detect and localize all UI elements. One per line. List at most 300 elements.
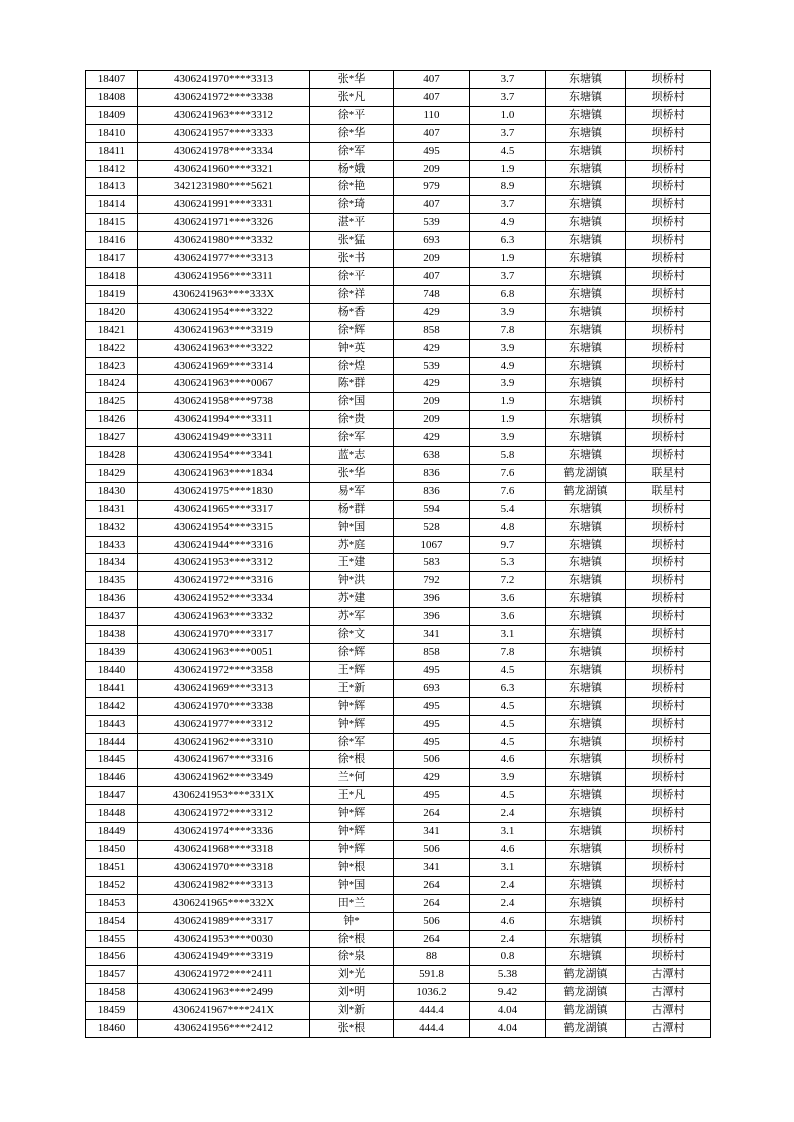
cell-rate: 5.4 <box>470 500 546 518</box>
cell-rate: 1.9 <box>470 393 546 411</box>
cell-amount: 539 <box>394 357 470 375</box>
cell-id_number: 4306241967****241X <box>138 1002 310 1020</box>
table-row <box>86 429 711 447</box>
cell-name: 苏*庭 <box>310 536 394 554</box>
cell-name: 钟*根 <box>310 858 394 876</box>
cell-id_number: 4306241963****0067 <box>138 375 310 393</box>
cell-seq: 18409 <box>86 106 138 124</box>
cell-rate: 4.5 <box>470 697 546 715</box>
cell-id_number: 4306241970****3318 <box>138 858 310 876</box>
cell-id_number: 4306241967****3316 <box>138 751 310 769</box>
cell-seq: 18431 <box>86 500 138 518</box>
cell-name: 钟*洪 <box>310 572 394 590</box>
cell-town: 东塘镇 <box>546 411 626 429</box>
cell-village: 联星村 <box>626 464 711 482</box>
cell-id_number: 4306241975****1830 <box>138 482 310 500</box>
cell-seq: 18429 <box>86 464 138 482</box>
table-row <box>86 1002 711 1020</box>
cell-amount: 792 <box>394 572 470 590</box>
cell-town: 东塘镇 <box>546 178 626 196</box>
cell-seq: 18423 <box>86 357 138 375</box>
cell-rate: 1.9 <box>470 160 546 178</box>
table-row <box>86 930 711 948</box>
cell-seq: 18451 <box>86 858 138 876</box>
cell-amount: 495 <box>394 697 470 715</box>
cell-town: 东塘镇 <box>546 518 626 536</box>
table-row <box>86 912 711 930</box>
cell-id_number: 4306241963****3312 <box>138 106 310 124</box>
cell-amount: 1067 <box>394 536 470 554</box>
table-row <box>86 71 711 89</box>
cell-name: 张*根 <box>310 1020 394 1038</box>
cell-seq: 18435 <box>86 572 138 590</box>
cell-id_number: 4306241972****3358 <box>138 661 310 679</box>
cell-seq: 18452 <box>86 876 138 894</box>
table-row <box>86 160 711 178</box>
cell-id_number: 4306241954****3322 <box>138 303 310 321</box>
cell-name: 张*猛 <box>310 232 394 250</box>
cell-amount: 407 <box>394 88 470 106</box>
table-row <box>86 715 711 733</box>
cell-town: 东塘镇 <box>546 232 626 250</box>
cell-seq: 18441 <box>86 679 138 697</box>
cell-seq: 18457 <box>86 966 138 984</box>
cell-village: 坝桥村 <box>626 160 711 178</box>
cell-name: 徐*艳 <box>310 178 394 196</box>
table-row <box>86 572 711 590</box>
cell-town: 东塘镇 <box>546 71 626 89</box>
cell-village: 坝桥村 <box>626 214 711 232</box>
cell-village: 坝桥村 <box>626 267 711 285</box>
cell-seq: 18413 <box>86 178 138 196</box>
table-body <box>86 71 711 1038</box>
cell-rate: 3.1 <box>470 626 546 644</box>
cell-rate: 4.04 <box>470 1002 546 1020</box>
cell-name: 徐*军 <box>310 429 394 447</box>
cell-rate: 3.7 <box>470 88 546 106</box>
cell-id_number: 4306241949****3311 <box>138 429 310 447</box>
beneficiary-table <box>85 70 711 1038</box>
cell-town: 东塘镇 <box>546 751 626 769</box>
cell-seq: 18439 <box>86 644 138 662</box>
cell-seq: 18424 <box>86 375 138 393</box>
cell-town: 东塘镇 <box>546 88 626 106</box>
cell-town: 东塘镇 <box>546 840 626 858</box>
cell-id_number: 4306241949****3319 <box>138 948 310 966</box>
cell-id_number: 4306241971****3326 <box>138 214 310 232</box>
cell-name: 徐*祥 <box>310 285 394 303</box>
cell-town: 东塘镇 <box>546 214 626 232</box>
cell-rate: 8.9 <box>470 178 546 196</box>
cell-id_number: 4306241977****3312 <box>138 715 310 733</box>
cell-amount: 429 <box>394 339 470 357</box>
cell-town: 东塘镇 <box>546 106 626 124</box>
cell-id_number: 4306241972****3338 <box>138 88 310 106</box>
cell-town: 鹤龙湖镇 <box>546 1002 626 1020</box>
cell-amount: 429 <box>394 429 470 447</box>
table-row <box>86 984 711 1002</box>
cell-seq: 18417 <box>86 250 138 268</box>
cell-village: 坝桥村 <box>626 500 711 518</box>
cell-name: 张*华 <box>310 71 394 89</box>
cell-rate: 4.04 <box>470 1020 546 1038</box>
cell-name: 张*凡 <box>310 88 394 106</box>
table-row <box>86 1020 711 1038</box>
cell-amount: 396 <box>394 590 470 608</box>
cell-village: 坝桥村 <box>626 250 711 268</box>
cell-town: 东塘镇 <box>546 339 626 357</box>
cell-village: 坝桥村 <box>626 178 711 196</box>
cell-amount: 209 <box>394 393 470 411</box>
cell-village: 坝桥村 <box>626 930 711 948</box>
cell-village: 坝桥村 <box>626 840 711 858</box>
cell-amount: 594 <box>394 500 470 518</box>
table-row <box>86 411 711 429</box>
cell-seq: 18434 <box>86 554 138 572</box>
cell-amount: 264 <box>394 930 470 948</box>
cell-rate: 1.9 <box>470 411 546 429</box>
cell-town: 东塘镇 <box>546 715 626 733</box>
cell-name: 钟*国 <box>310 518 394 536</box>
cell-rate: 4.5 <box>470 733 546 751</box>
cell-name: 徐*辉 <box>310 644 394 662</box>
cell-name: 徐*军 <box>310 142 394 160</box>
table-row <box>86 679 711 697</box>
cell-id_number: 4306241977****3313 <box>138 250 310 268</box>
cell-seq: 18443 <box>86 715 138 733</box>
cell-id_number: 4306241957****3333 <box>138 124 310 142</box>
cell-village: 古潭村 <box>626 966 711 984</box>
cell-name: 徐*琦 <box>310 196 394 214</box>
cell-village: 坝桥村 <box>626 106 711 124</box>
cell-name: 徐*贵 <box>310 411 394 429</box>
cell-name: 徐*华 <box>310 124 394 142</box>
table-row <box>86 464 711 482</box>
cell-seq: 18447 <box>86 787 138 805</box>
cell-seq: 18427 <box>86 429 138 447</box>
cell-rate: 5.38 <box>470 966 546 984</box>
cell-name: 徐*泉 <box>310 948 394 966</box>
cell-amount: 495 <box>394 715 470 733</box>
cell-town: 东塘镇 <box>546 644 626 662</box>
cell-rate: 6.3 <box>470 679 546 697</box>
cell-town: 东塘镇 <box>546 267 626 285</box>
cell-seq: 18422 <box>86 339 138 357</box>
cell-seq: 18458 <box>86 984 138 1002</box>
cell-id_number: 4306241991****3331 <box>138 196 310 214</box>
table-row <box>86 554 711 572</box>
table-row <box>86 894 711 912</box>
cell-seq: 18455 <box>86 930 138 948</box>
cell-seq: 18440 <box>86 661 138 679</box>
cell-rate: 3.7 <box>470 196 546 214</box>
cell-town: 东塘镇 <box>546 626 626 644</box>
cell-village: 坝桥村 <box>626 644 711 662</box>
table-row <box>86 232 711 250</box>
cell-id_number: 4306241989****3317 <box>138 912 310 930</box>
cell-name: 杨*娥 <box>310 160 394 178</box>
cell-id_number: 4306241952****3334 <box>138 590 310 608</box>
cell-rate: 3.6 <box>470 608 546 626</box>
cell-village: 坝桥村 <box>626 142 711 160</box>
cell-village: 坝桥村 <box>626 411 711 429</box>
cell-id_number: 4306241953****3312 <box>138 554 310 572</box>
cell-village: 坝桥村 <box>626 894 711 912</box>
table-row <box>86 267 711 285</box>
cell-seq: 18430 <box>86 482 138 500</box>
cell-town: 鹤龙湖镇 <box>546 966 626 984</box>
cell-id_number: 4306241968****3318 <box>138 840 310 858</box>
cell-name: 钟*辉 <box>310 840 394 858</box>
cell-town: 东塘镇 <box>546 393 626 411</box>
cell-rate: 0.8 <box>470 948 546 966</box>
cell-name: 王*凡 <box>310 787 394 805</box>
cell-amount: 396 <box>394 608 470 626</box>
cell-village: 坝桥村 <box>626 554 711 572</box>
table-row <box>86 375 711 393</box>
cell-id_number: 4306241994****3311 <box>138 411 310 429</box>
cell-id_number: 4306241963****1834 <box>138 464 310 482</box>
cell-name: 王*辉 <box>310 661 394 679</box>
cell-village: 坝桥村 <box>626 196 711 214</box>
table-row <box>86 142 711 160</box>
cell-name: 湛*平 <box>310 214 394 232</box>
table-row <box>86 500 711 518</box>
cell-town: 鹤龙湖镇 <box>546 1020 626 1038</box>
table-row <box>86 321 711 339</box>
table-row <box>86 536 711 554</box>
cell-village: 坝桥村 <box>626 88 711 106</box>
cell-village: 坝桥村 <box>626 572 711 590</box>
cell-seq: 18450 <box>86 840 138 858</box>
cell-town: 东塘镇 <box>546 124 626 142</box>
cell-village: 坝桥村 <box>626 71 711 89</box>
cell-id_number: 4306241954****3315 <box>138 518 310 536</box>
table-row <box>86 823 711 841</box>
cell-village: 坝桥村 <box>626 751 711 769</box>
cell-seq: 18453 <box>86 894 138 912</box>
cell-name: 刘*光 <box>310 966 394 984</box>
cell-name: 蓝*志 <box>310 447 394 465</box>
cell-id_number: 4306241956****3311 <box>138 267 310 285</box>
cell-rate: 9.42 <box>470 984 546 1002</box>
cell-name: 徐*根 <box>310 930 394 948</box>
table-row <box>86 303 711 321</box>
cell-rate: 2.4 <box>470 894 546 912</box>
cell-amount: 444.4 <box>394 1002 470 1020</box>
cell-name: 易*军 <box>310 482 394 500</box>
cell-id_number: 4306241970****3317 <box>138 626 310 644</box>
cell-amount: 407 <box>394 124 470 142</box>
cell-village: 坝桥村 <box>626 608 711 626</box>
cell-amount: 693 <box>394 232 470 250</box>
cell-village: 坝桥村 <box>626 769 711 787</box>
cell-rate: 4.5 <box>470 715 546 733</box>
cell-village: 坝桥村 <box>626 447 711 465</box>
cell-town: 东塘镇 <box>546 948 626 966</box>
cell-village: 坝桥村 <box>626 679 711 697</box>
cell-amount: 506 <box>394 912 470 930</box>
table-row <box>86 787 711 805</box>
cell-town: 东塘镇 <box>546 536 626 554</box>
cell-name: 钟*英 <box>310 339 394 357</box>
cell-rate: 3.9 <box>470 429 546 447</box>
table-row <box>86 644 711 662</box>
cell-id_number: 4306241982****3313 <box>138 876 310 894</box>
table-row <box>86 733 711 751</box>
cell-name: 王*建 <box>310 554 394 572</box>
cell-village: 坝桥村 <box>626 626 711 644</box>
cell-name: 钟* <box>310 912 394 930</box>
cell-name: 王*新 <box>310 679 394 697</box>
cell-seq: 18415 <box>86 214 138 232</box>
cell-name: 张*书 <box>310 250 394 268</box>
cell-seq: 18442 <box>86 697 138 715</box>
cell-amount: 264 <box>394 805 470 823</box>
cell-id_number: 4306241954****3341 <box>138 447 310 465</box>
cell-seq: 18459 <box>86 1002 138 1020</box>
cell-seq: 18437 <box>86 608 138 626</box>
cell-id_number: 4306241970****3313 <box>138 71 310 89</box>
cell-town: 东塘镇 <box>546 429 626 447</box>
cell-name: 徐*国 <box>310 393 394 411</box>
table-row <box>86 966 711 984</box>
cell-town: 东塘镇 <box>546 142 626 160</box>
cell-name: 田*兰 <box>310 894 394 912</box>
cell-seq: 18426 <box>86 411 138 429</box>
table-row <box>86 518 711 536</box>
cell-town: 东塘镇 <box>546 590 626 608</box>
cell-rate: 6.8 <box>470 285 546 303</box>
cell-id_number: 4306241963****3322 <box>138 339 310 357</box>
cell-village: 坝桥村 <box>626 536 711 554</box>
cell-rate: 1.9 <box>470 250 546 268</box>
cell-id_number: 4306241963****3332 <box>138 608 310 626</box>
cell-rate: 4.5 <box>470 661 546 679</box>
table-row <box>86 876 711 894</box>
cell-id_number: 4306241962****3349 <box>138 769 310 787</box>
cell-id_number: 4306241958****9738 <box>138 393 310 411</box>
cell-town: 东塘镇 <box>546 876 626 894</box>
cell-rate: 4.6 <box>470 751 546 769</box>
cell-name: 徐*平 <box>310 106 394 124</box>
cell-name: 杨*香 <box>310 303 394 321</box>
cell-amount: 858 <box>394 321 470 339</box>
cell-name: 钟*辉 <box>310 823 394 841</box>
cell-village: 坝桥村 <box>626 357 711 375</box>
cell-village: 坝桥村 <box>626 590 711 608</box>
cell-name: 徐*平 <box>310 267 394 285</box>
cell-village: 坝桥村 <box>626 124 711 142</box>
cell-rate: 5.3 <box>470 554 546 572</box>
cell-seq: 18432 <box>86 518 138 536</box>
cell-name: 徐*煌 <box>310 357 394 375</box>
cell-seq: 18412 <box>86 160 138 178</box>
cell-seq: 18436 <box>86 590 138 608</box>
cell-town: 东塘镇 <box>546 894 626 912</box>
cell-id_number: 4306241965****3317 <box>138 500 310 518</box>
cell-name: 陈*群 <box>310 375 394 393</box>
cell-id_number: 4306241944****3316 <box>138 536 310 554</box>
cell-rate: 3.9 <box>470 303 546 321</box>
table-row <box>86 339 711 357</box>
cell-rate: 3.7 <box>470 124 546 142</box>
cell-town: 东塘镇 <box>546 858 626 876</box>
cell-amount: 110 <box>394 106 470 124</box>
cell-amount: 495 <box>394 787 470 805</box>
cell-rate: 7.2 <box>470 572 546 590</box>
cell-town: 东塘镇 <box>546 447 626 465</box>
table-row <box>86 88 711 106</box>
table-row <box>86 858 711 876</box>
cell-amount: 495 <box>394 661 470 679</box>
cell-rate: 3.1 <box>470 823 546 841</box>
cell-seq: 18449 <box>86 823 138 841</box>
cell-seq: 18456 <box>86 948 138 966</box>
cell-rate: 7.6 <box>470 464 546 482</box>
cell-name: 徐*根 <box>310 751 394 769</box>
cell-amount: 341 <box>394 858 470 876</box>
cell-village: 坝桥村 <box>626 429 711 447</box>
cell-seq: 18425 <box>86 393 138 411</box>
cell-name: 徐*军 <box>310 733 394 751</box>
cell-rate: 4.5 <box>470 787 546 805</box>
cell-id_number: 4306241965****332X <box>138 894 310 912</box>
cell-name: 徐*文 <box>310 626 394 644</box>
cell-amount: 495 <box>394 142 470 160</box>
cell-name: 刘*新 <box>310 1002 394 1020</box>
cell-town: 东塘镇 <box>546 357 626 375</box>
cell-village: 坝桥村 <box>626 303 711 321</box>
cell-town: 东塘镇 <box>546 608 626 626</box>
cell-amount: 539 <box>394 214 470 232</box>
cell-town: 东塘镇 <box>546 912 626 930</box>
table-row <box>86 214 711 232</box>
cell-village: 联星村 <box>626 482 711 500</box>
cell-id_number: 4306241970****3338 <box>138 697 310 715</box>
cell-seq: 18407 <box>86 71 138 89</box>
cell-seq: 18420 <box>86 303 138 321</box>
table-row <box>86 590 711 608</box>
cell-amount: 591.8 <box>394 966 470 984</box>
cell-rate: 3.9 <box>470 769 546 787</box>
cell-id_number: 4306241963****333X <box>138 285 310 303</box>
cell-village: 坝桥村 <box>626 912 711 930</box>
cell-amount: 444.4 <box>394 1020 470 1038</box>
cell-village: 坝桥村 <box>626 321 711 339</box>
cell-rate: 3.7 <box>470 267 546 285</box>
cell-id_number: 4306241953****0030 <box>138 930 310 948</box>
cell-town: 东塘镇 <box>546 196 626 214</box>
cell-town: 东塘镇 <box>546 160 626 178</box>
cell-town: 东塘镇 <box>546 250 626 268</box>
cell-village: 坝桥村 <box>626 518 711 536</box>
table-row <box>86 626 711 644</box>
cell-rate: 5.8 <box>470 447 546 465</box>
cell-seq: 18444 <box>86 733 138 751</box>
cell-rate: 2.4 <box>470 876 546 894</box>
table-row <box>86 697 711 715</box>
cell-amount: 429 <box>394 375 470 393</box>
cell-amount: 836 <box>394 464 470 482</box>
cell-town: 东塘镇 <box>546 572 626 590</box>
cell-name: 钟*国 <box>310 876 394 894</box>
cell-rate: 1.0 <box>470 106 546 124</box>
cell-amount: 1036.2 <box>394 984 470 1002</box>
table-row <box>86 106 711 124</box>
cell-village: 坝桥村 <box>626 232 711 250</box>
cell-seq: 18433 <box>86 536 138 554</box>
